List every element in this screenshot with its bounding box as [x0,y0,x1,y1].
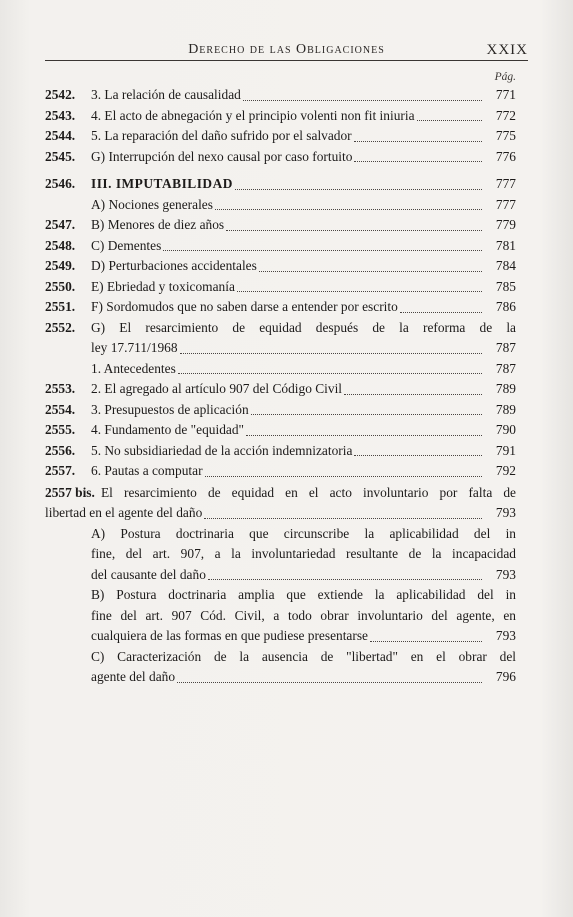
toc-entry [45,85,516,106]
toc-number: 2557. [45,463,76,478]
toc-entry [45,524,516,586]
toc-page: 786 [495,299,516,314]
toc-title-line2: fine, del art. 907, a la involuntariedad resultante de la incapacidad [91,546,516,561]
toc-title: G) Interrupción del nexo causal por caso fortuito [91,148,353,164]
toc-title: 4. Fundamento de "equidad" [91,422,244,437]
toc-number: 2548. [45,237,76,253]
toc-title: 1. Antecedentes [91,360,176,376]
toc-page: 775 [495,128,516,143]
toc-title: A) Nociones generales [91,196,213,212]
toc-title: F) Sordomudos que no saben darse a entender por escrito [91,299,398,314]
toc-page: 777 [495,196,516,212]
toc-entry [45,126,516,147]
toc-title: 5. La reparación del daño sufrido por el salvador [91,128,352,143]
toc-entry [45,215,516,236]
toc-title: 6. Pautas a computar [91,463,203,478]
toc-number: 2555. [45,422,76,437]
toc-number: 2542. [45,87,76,102]
toc-number: 2547. [45,217,76,232]
toc-entry [45,647,516,688]
toc-page: 785 [495,278,516,294]
toc-entry [45,236,516,257]
toc-entry [45,359,516,380]
toc-page: 789 [495,401,516,417]
toc-title-line3: del causante del daño [91,566,206,582]
toc-entry [45,400,516,421]
toc-entry [45,106,516,127]
toc-entry [45,483,516,524]
running-title: Derecho de las Obligaciones [188,42,385,57]
toc-title: 3. Presupuestos de aplicación [91,401,249,417]
toc-page: 789 [495,381,516,396]
toc-title: E) Ebriedad y toxicomanía [91,278,235,294]
toc-title: 3. La relación de causalidad [91,87,241,102]
toc-entry [45,441,516,462]
toc-page: 787 [495,340,516,355]
toc-number: 2543. [45,107,76,123]
table-of-contents [45,85,516,688]
running-header [45,40,528,62]
toc-number: 2550. [45,278,76,294]
toc-title: 2. El agregado al artículo 907 del Código Civil [91,381,343,396]
toc-title: B) Menores de diez años [91,217,225,232]
toc-number: 2553. [45,381,76,396]
toc-page: 781 [495,237,516,253]
toc-number: 2556. [45,442,76,458]
toc-page: 777 [495,176,516,191]
toc-title: C) Dementes [91,237,162,253]
toc-entry [45,195,516,216]
toc-page: 772 [495,107,516,123]
toc-number: 2544. [45,128,76,143]
toc-title-line2: fine del art. 907 Cód. Civil, a todo obrar involuntario del agente, en [91,607,516,623]
toc-title: 4. El acto de abnegación y el principio volenti non fit iniuria [91,107,415,123]
toc-title-line1: A) Postura doctrinaria que circunscribe la aplicabilidad del in [91,525,516,541]
toc-entry [45,174,516,195]
toc-entry [45,277,516,298]
toc-page: 792 [495,463,516,478]
toc-title-line1: C) Caracterización de la ausencia de "libertad" en el obrar del [91,648,516,664]
toc-number: 2552. [45,319,76,335]
toc-title-line1: El resarcimiento de equidad en el acto involuntario por falta de [101,484,516,500]
page-number: XXIX [486,42,528,58]
toc-entry [45,585,516,647]
toc-page: 791 [495,442,516,458]
toc-title-line2: agente del daño [91,669,176,684]
toc-page: 793 [495,505,516,520]
toc-page: 793 [495,566,516,582]
toc-title-line3: cualquiera de las formas en que pudiese presentarse [91,628,368,643]
toc-number: 2546. [45,176,76,191]
toc-page: 787 [495,360,516,376]
toc-number: 2557 bis. [45,484,95,500]
toc-page: 771 [495,87,516,102]
toc-title-line1: G) El resarcimiento de equidad después de la reforma de la [91,319,516,335]
toc-entry [45,318,516,359]
toc-number: 2551. [45,299,76,314]
toc-entry [45,420,516,441]
toc-entry [45,256,516,277]
toc-entry [45,461,516,482]
toc-number: 2545. [45,148,76,164]
toc-page: 776 [495,148,516,164]
toc-number: 2549. [45,258,76,273]
page-column-label: Pág. [494,71,516,83]
toc-title-line1: B) Postura doctrinaria amplia que extiende la aplicabilidad del in [91,587,516,602]
toc-page: 796 [495,669,516,684]
toc-title: 5. No subsidiariedad de la acción indemnizatoria [91,442,353,458]
toc-section-heading: III. IMPUTABILIDAD [91,176,233,191]
toc-entry [45,379,516,400]
toc-entry [45,297,516,318]
toc-entry [45,147,516,168]
toc-title-line2: libertad en el agente del daño [45,505,203,520]
toc-page: 784 [495,258,516,273]
header-rule [45,60,528,61]
toc-number: 2554. [45,401,76,417]
toc-title: D) Perturbaciones accidentales [91,258,257,273]
toc-page: 793 [495,628,516,643]
toc-page: 779 [495,217,516,232]
toc-page: 790 [495,422,516,437]
toc-title-line2: ley 17.711/1968 [91,340,178,355]
